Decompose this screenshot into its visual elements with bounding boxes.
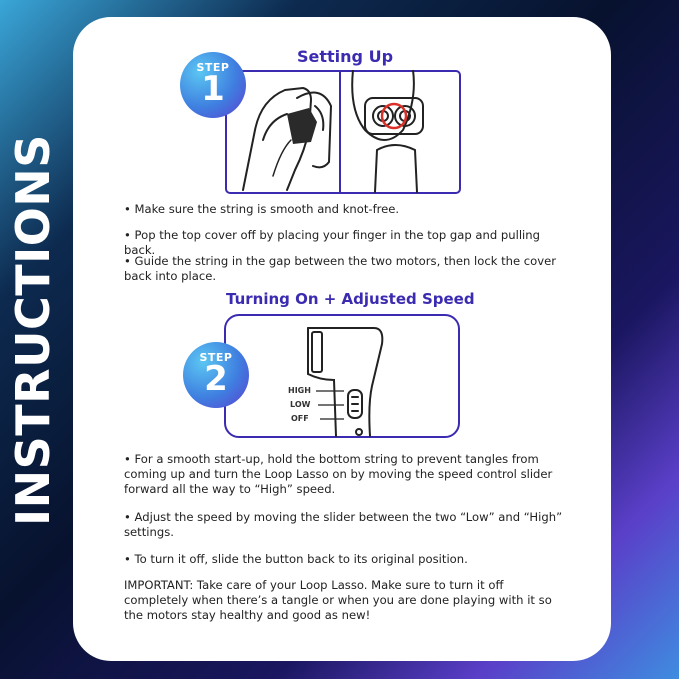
step2-heading: Turning On + Adjusted Speed (226, 290, 475, 308)
slider-label-off: OFF (291, 414, 309, 423)
step1-heading: Setting Up (297, 47, 394, 66)
step2-badge-label: STEP (199, 351, 233, 364)
step2-bullet-2: • Adjust the speed by moving the slider between the two “Low” and “High” settings. (124, 510, 563, 539)
step1-badge (180, 52, 246, 118)
step1-badge-number: 1 (201, 69, 225, 109)
step1-bullet-2: • Pop the top cover off by placing your finger in the top gap and pulling back. (124, 228, 540, 257)
step2-badge-number: 2 (204, 359, 228, 399)
slider-label-high: HIGH (288, 386, 311, 395)
step1-illustration (225, 70, 461, 194)
important-note: IMPORTANT: Take care of your Loop Lasso. Make sure to turn it off completely when there’s a tangle or when you are done playing with it so the motors stay healthy and good as new! (124, 578, 552, 622)
step2-bullet-1: • For a smooth start-up, hold the bottom string to prevent tangles from coming up and turn the Loop Lasso on by moving the speed control slider forward all the way to “High” speed. (124, 452, 553, 496)
step2-badge (183, 342, 249, 408)
step1-badge-label: STEP (196, 61, 230, 74)
step1-frame (226, 71, 460, 193)
step2-illustration (224, 314, 460, 438)
step1-bullet-3: • Guide the string in the gap between the two motors, then lock the cover back into place. (124, 254, 557, 283)
side-title-text: INSTRUCTIONS (6, 134, 60, 526)
slider-label-low: LOW (290, 400, 311, 409)
step1-bullet-1: • Make sure the string is smooth and knot-free. (124, 202, 400, 216)
step2-bullet-3: • To turn it off, slide the button back to its original position. (124, 552, 468, 566)
